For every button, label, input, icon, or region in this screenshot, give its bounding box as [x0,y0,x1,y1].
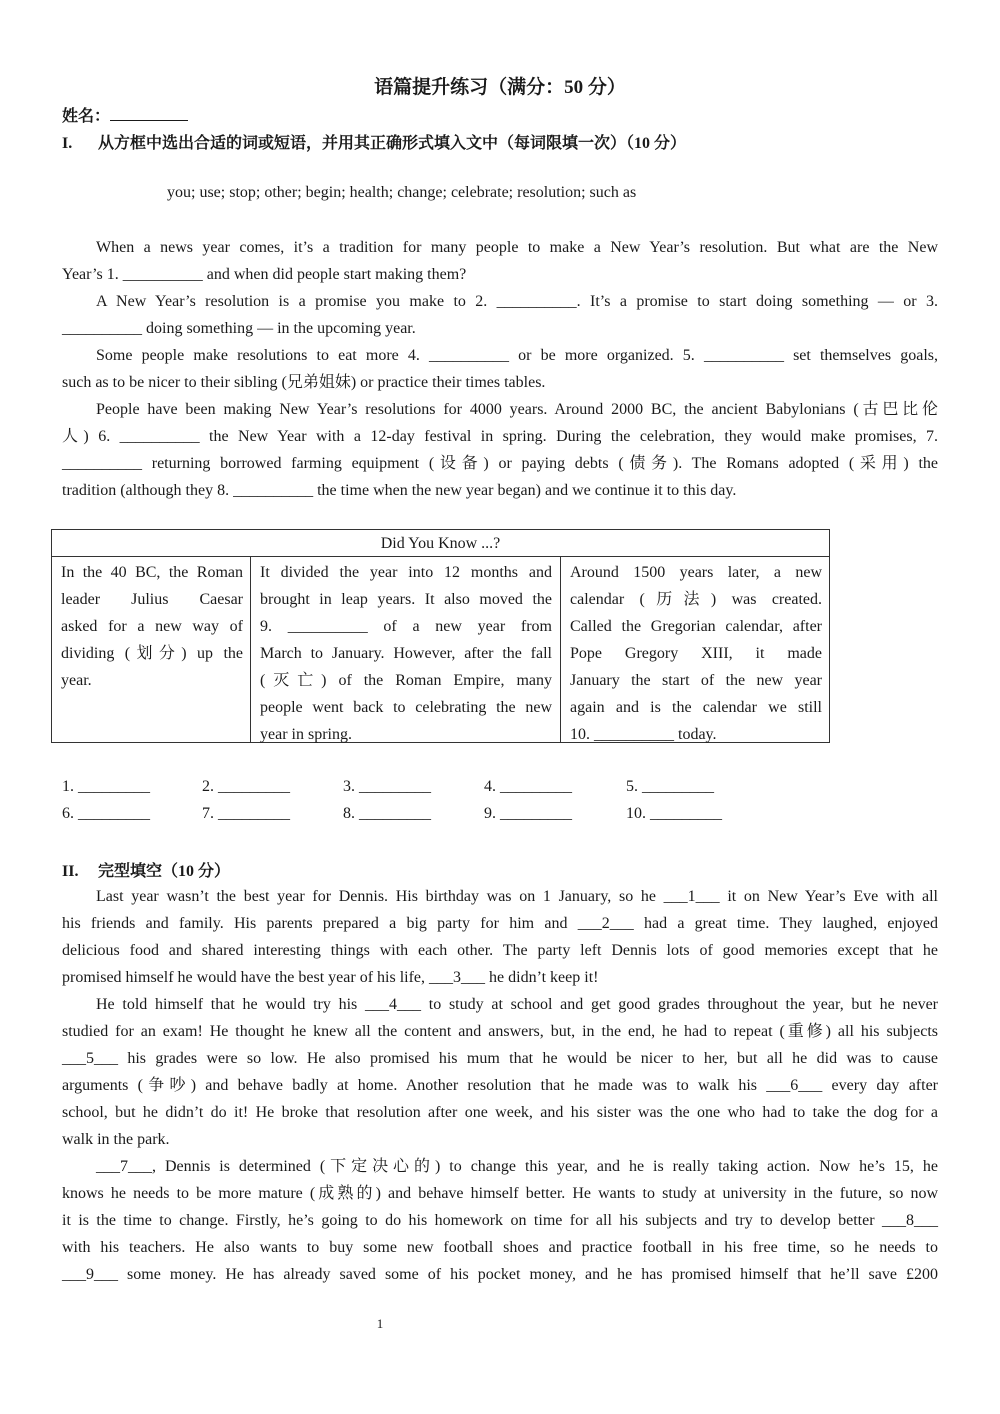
passage2-line: ___9___ some money. He has already saved some of his pocket money, and he has promised himself that he’ll save £200 [62,1266,938,1283]
passage2-line: delicious food and shared interesting things with each other. The party left Dennis lots of good memories except that he [62,942,938,959]
table-divider [560,556,561,742]
table-cell-line: brought in leap years. It also moved the [260,591,552,608]
table-cell-line: 9. __________ of a new year from [260,618,552,635]
page-title: 语篇提升练习（满分：50 分） [374,77,626,98]
passage1-line: such as to be nicer to their sibling (兄弟姐妹) or practice their times tables. [62,374,546,391]
answer-blank[interactable]: 9. _________ [484,805,572,822]
passage1-line: tradition (although they 8. __________ the time when the new year began) and we continue it to this day. [62,482,737,499]
passage2-line: ___5___ his grades were so low. He also promised his mum that he would be nicer to her, but all he did was to cause [62,1050,938,1067]
passage2-line: Last year wasn’t the best year for Dennis. His birthday was on 1 January, so he ___1___ it on New Year’s Eve with all [96,888,938,905]
passage2-line: studied for an exam! He thought he knew all the content and answers, but, in the end, he had to repeat (重修) all his subjects [62,1023,938,1040]
passage1-line: __________ returning borrowed farming equipment (设备) or paying debts (债务). The Romans adopted (采用) the [62,455,938,472]
table-cell-line: Called the Gregorian calendar, after [570,618,822,635]
table-cell-line: It divided the year into 12 months and [260,564,552,581]
table-cell-line: year in spring. [260,726,352,743]
table-cell-line: dividing (划分) up the [61,645,243,662]
answer-blank[interactable]: 1. _________ [62,778,150,795]
passage2-line: walk in the park. [62,1131,170,1148]
table-header: Did You Know ...? [52,530,829,557]
answer-blank[interactable]: 8. _________ [343,805,431,822]
table-cell-line: 10. __________ today. [570,726,717,743]
passage1-line: A New Year’s resolution is a promise you make to 2. __________. It’s a promise to start doing something — or 3. [96,293,938,310]
table-cell-line: year. [61,672,92,689]
answer-blank[interactable]: 3. _________ [343,778,431,795]
passage2-line: with his teachers. He also wants to buy some new football shoes and practice football in his free time, so he needs to [62,1239,938,1256]
table-cell-line: January the start of the new year [570,672,822,689]
table-cell-line: (灭亡) of the Roman Empire, many [260,672,552,689]
passage2-line: school, but he didn’t do it! He broke that resolution after one week, and his sister was the one who had to take the dog for a [62,1104,938,1121]
table-divider [250,556,251,742]
passage1-line: Some people make resolutions to eat more 4. __________ or be more organized. 5. __________ set themselves goals, [96,347,938,364]
table-cell-line: asked for a new way of [61,618,243,635]
passage1-line: When a news year comes, it’s a tradition for many people to make a New Year’s resolution. But what are the New [96,239,938,256]
table-cell-line: Around 1500 years later, a new [570,564,822,581]
table-cell-line: calendar (历法) was created. [570,591,822,608]
answer-blank[interactable]: 4. _________ [484,778,572,795]
section2-instruction: 完型填空（10 分） [98,863,231,880]
table-cell-line: people went back to celebrating the new [260,699,552,716]
section1-heading [62,130,686,153]
name-label: 姓名： [62,108,111,125]
answer-blank[interactable]: 7. _________ [202,805,290,822]
answer-blank[interactable]: 10. _________ [626,805,722,822]
name-field-row [62,103,188,126]
table-cell-line: March to January. However, after the fall [260,645,552,662]
passage2-line: knows he needs to be more mature (成熟的) and behave himself better. He wants to study at university in the future, so now [62,1185,938,1202]
passage1-line: __________ doing something — in the upcoming year. [62,320,416,337]
passage2-line: arguments (争吵) and behave badly at home. Another resolution that he made was to walk his ___6___ every day after [62,1077,938,1094]
section2-heading [62,858,230,881]
passage2-line: He told himself that he would try his ___4___ to study at school and get good grades throughout the year, but he never [96,996,938,1013]
passage1-line: Year’s 1. __________ and when did people start making them? [62,266,467,283]
answer-blank[interactable]: 6. _________ [62,805,150,822]
answer-blank[interactable]: 5. _________ [626,778,714,795]
passage2-line: ___7___, Dennis is determined (下定决心的) to change this year, and he is really taking action. Now he’s 15, he [96,1158,938,1175]
table-cell-line: In the 40 BC, the Roman [61,564,243,581]
section1-number: I. [62,135,73,152]
table-cell-line: Pope Gregory XIII, it made [570,645,822,662]
passage1-line: 人) 6. __________ the New Year with a 12-day festival in spring. During the celebration, they would make promises, 7. [62,428,938,445]
did-you-know-table [51,529,830,743]
passage2-line: promised himself he would have the best year of his life, ___3___ he didn’t keep it! [62,969,599,986]
word-box: you; use; stop; other; begin; health; change; celebrate; resolution; such as [167,184,637,201]
section1-instruction: 从方框中选出合适的词或短语，并用其正确形式填入文中（每词限填一次）（10 分） [98,135,687,152]
passage1-line: People have been making New Year’s resolutions for 4000 years. Around 2000 BC, the ancient Babylonians (古巴比伦 [96,401,938,418]
table-cell-line: leader Julius Caesar [61,591,243,608]
name-blank[interactable] [110,106,188,121]
table-cell-line: again and is the calendar we still [570,699,822,716]
passage2-line: it is the time to change. Firstly, he’s going to do his homework on time for all his subjects and try to develop better ___8___ [62,1212,938,1229]
answer-blank[interactable]: 2. _________ [202,778,290,795]
section2-number: II. [62,863,79,880]
page-number: 1 [376,1316,384,1331]
passage2-line: his friends and family. His parents prepared a big party for him and ___2___ had a great time. They laughed, enjoyed [62,915,938,932]
